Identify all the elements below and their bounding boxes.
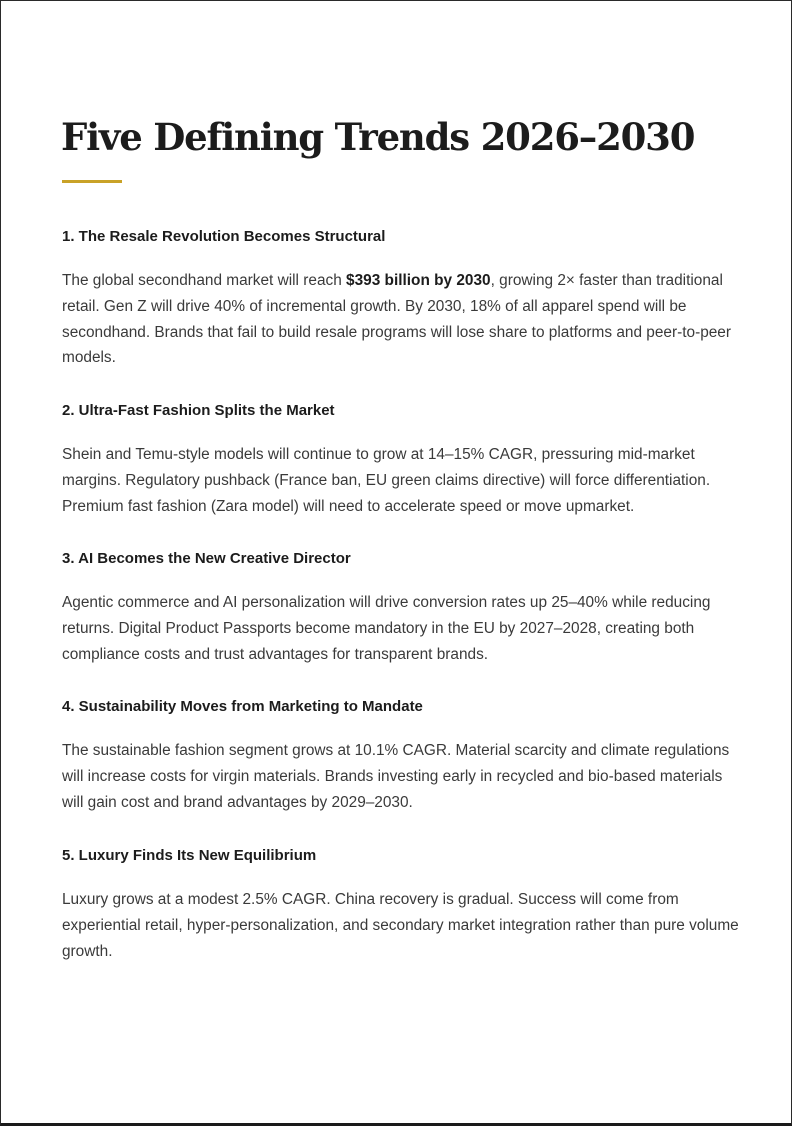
trend-heading: 5. Luxury Finds Its New Equilibrium	[62, 847, 317, 864]
trend-body: The sustainable fashion segment grows at 10.1% CAGR. Material scarcity and climate regulations will increase costs for virgin materials. Brands investing early in recycled and bio-based materials will gain cost and brand advantages by 2029–2030.	[62, 742, 730, 811]
trend-heading: 2. Ultra-Fast Fashion Splits the Market	[62, 402, 335, 419]
page-title: Five Defining Trends 2026–2030	[61, 115, 695, 159]
trend-body-text: The global secondhand market will reach	[62, 272, 347, 289]
trend-section-3	[62, 549, 742, 667]
trend-section-5	[62, 846, 742, 964]
trend-heading: 1. The Resale Revolution Becomes Structural	[62, 228, 386, 245]
title-accent-rule	[62, 180, 122, 183]
trend-body	[62, 268, 742, 371]
trend-section-1	[62, 227, 742, 371]
trend-heading: 3. AI Becomes the New Creative Director	[62, 550, 351, 567]
trend-body: Luxury grows at a modest 2.5% CAGR. China recovery is gradual. Success will come from experiential retail, hyper-personalization, and secondary market integration rather than pure volume growth.	[62, 891, 739, 960]
trend-body-highlight: $393 billion by 2030	[346, 272, 491, 289]
trend-body: Agentic commerce and AI personalization will drive conversion rates up 25–40% while reducing returns. Digital Product Passports become mandatory in the EU by 2027–2028, creating both compliance costs and trust advantages for transparent brands.	[62, 594, 711, 663]
trend-heading: 4. Sustainability Moves from Marketing to Mandate	[62, 698, 423, 715]
trend-body: Shein and Temu-style models will continue to grow at 14–15% CAGR, pressuring mid-market margins. Regulatory pushback (France ban, EU green claims directive) will force differentiation. Premium fast fashion (Zara model) will need to accelerate speed or move upmarket.	[62, 446, 711, 515]
trend-section-4	[62, 697, 742, 815]
trend-section-2	[62, 401, 742, 519]
trend-body-text: , growing 2× faster than traditional retail. Gen Z will drive 40% of incremental growth. By 2030, 18% of all apparel spend will be secondhand. Brands that fail to build resale programs will lose share to platforms and peer-to-peer models.	[62, 272, 731, 367]
